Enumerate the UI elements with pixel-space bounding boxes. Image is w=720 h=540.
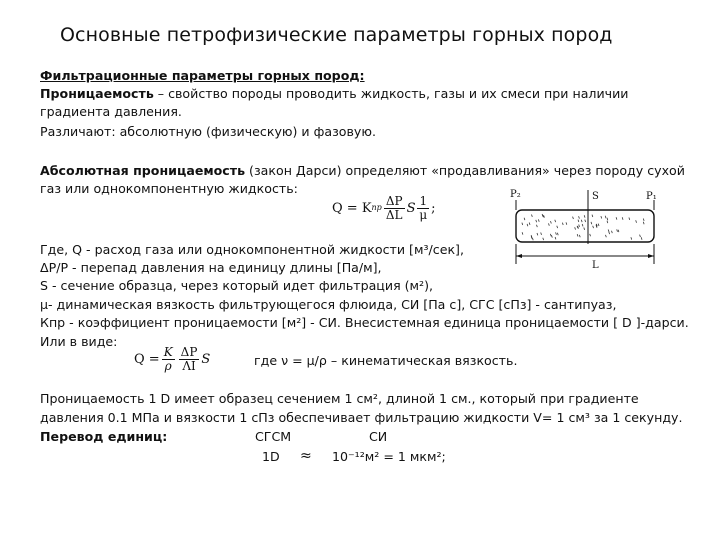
diagram-label-p1: P₁ [646,191,657,202]
definition-dp: ΔP/P - перепад давления на единицу длины [Па/м], [40,260,382,275]
pore-mark [527,224,528,226]
absolute-permeability-line-1 [40,163,685,179]
page-title: Основные петрофизические параметры горных пород [60,24,613,46]
pore-mark [579,235,580,237]
pore-mark [605,216,606,218]
pore-mark [601,216,602,218]
pore-mark [557,226,558,228]
unit-conversion-col2-head: СИ [369,429,388,444]
pore-mark [616,217,617,219]
pore-mark [592,215,593,217]
unit-conversion-col2-value: 10⁻¹²м² = 1 мкм²; [332,449,446,464]
formula1-denominator-1: ΔL [385,207,403,222]
pore-mark [643,219,644,221]
pore-mark [532,215,533,217]
formula2-fraction-kinematic [162,346,175,373]
pore-mark [643,222,644,224]
formula2-lhs: Q = [134,351,160,367]
pore-mark [537,233,538,235]
pore-mark [579,225,580,227]
pore-mark [590,234,591,236]
unit-conversion-col1-head: СГСМ [255,429,292,444]
diagram-label-p2: P₂ [510,189,521,200]
formula1-denominator-2: μ [419,207,428,222]
formula1-tail: ; [431,200,436,216]
pore-mark [606,235,607,237]
pore-mark [591,222,592,224]
pore-mark [607,221,608,223]
definition-or: Или в виде: [40,334,118,349]
pore-mark [641,237,642,239]
formula1-lhs: Q = K [332,200,372,216]
absolute-permeability-text-1: (закон Дарси) определяют «продавливания» через породу сухой [245,163,685,178]
pore-mark [522,223,523,225]
formula2-denominator-1: ρ [164,358,172,373]
darcy-definition-line-2: давления 0.1 МПа и вязкости 1 сПз обеспечивает фильтрацию жидкости V= 1 см³ за 1 секунду. [40,410,683,425]
permeability-definition-line-2: градиента давления. [40,104,182,119]
pore-mark [557,233,558,235]
pore-mark [544,215,545,217]
approx-sign: ≈ [300,448,312,464]
permeability-def-text-1: – свойство породы проводить жидкость, газы и их смеси при наличии [153,86,629,101]
pore-mark [575,227,576,229]
pore-mark [577,234,578,236]
pore-mark [598,224,599,226]
pore-mark [566,222,567,224]
formula2-denominator-2: ΛI [182,358,196,373]
unit-conversion-col1-value: 1D [262,449,280,464]
pore-mark [555,237,556,239]
pore-mark [585,220,586,222]
formula1-area: S [406,200,416,216]
darcy-formula: Q = K пр $\frac{\Delta P}{\Delta L}$ S $\frac{1}{\mu}$ ; [332,193,436,222]
definition-mu: μ- динамическая вязкость фильтрующегося флюида, СИ [Па с], СГС [сПз] - сантипуаз, [40,297,617,312]
absolute-permeability-line-2: газ или однокомпонентную жидкость: [40,181,298,196]
pore-mark [537,225,538,227]
pore-mark [631,237,632,239]
pore-mark [549,223,550,225]
kinematic-formula [134,343,210,375]
pore-mark [541,233,542,235]
pore-mark [524,218,525,220]
pore-mark [618,230,619,232]
pore-mark [552,235,553,237]
diagram-label-l: L [592,260,599,270]
pore-mark [612,231,613,233]
pore-mark [608,230,609,232]
formula2-numerator-1: K [163,344,173,359]
pore-mark [584,228,585,230]
formula1-fraction-pressure [384,195,405,222]
pore-mark [542,214,543,216]
pore-mark [529,223,530,225]
permeability-definition-line-1 [40,86,628,102]
pore-mark [640,235,641,237]
pore-mark [584,215,585,217]
pore-mark [609,232,610,234]
pore-mark [581,220,582,222]
pore-mark [556,232,557,234]
pore-mark [550,234,551,236]
permeability-term: Проницаемость [40,86,154,101]
formula2-area: S [201,351,211,367]
pore-mark [538,219,539,221]
pore-mark [593,226,594,228]
pore-mark [555,220,556,222]
pore-mark [551,221,552,223]
diagram-label-s: S [592,191,599,202]
unit-conversion-label: Перевод единиц: [40,429,168,444]
diagram-arrow-left [516,254,522,258]
permeability-kinds: Различают: абсолютную (физическую) и фазовую. [40,124,376,139]
pore-mark [636,220,637,222]
formula1-numerator-2: 1 [419,193,428,208]
section-heading: Фильтрационные параметры горных пород: [40,68,365,83]
core-sample-pores [522,214,644,240]
pore-mark [536,220,537,222]
definition-q: Где, Q - расход газа или однокомпонентной жидкости [м³/сек], [40,242,464,257]
pore-mark [578,220,579,222]
pore-mark [617,229,618,231]
darcy-definition-line-1: Проницаемость 1 D имеет образец сечением 1 см², длиной 1 см., который при градиенте [40,391,639,406]
formula1-numerator-1: ΔP [385,193,403,208]
pore-mark [522,232,523,234]
kinematic-viscosity-note: где ν = μ/ρ – кинематическая вязкость. [254,353,518,368]
core-sample-diagram [508,184,674,270]
definition-k: Кпр - коэффициент проницаемости [м²] - СИ. Внесистемная единица проницаемости [ D ]-дарси. [40,315,689,330]
formula1-fraction-viscosity [417,195,429,222]
pore-mark [573,217,574,219]
pore-mark [543,238,544,240]
pore-mark [579,216,580,218]
diagram-arrow-right [648,254,654,258]
pore-mark [582,224,583,226]
pore-mark [562,223,563,225]
absolute-permeability-term: Абсолютная проницаемость [40,163,246,178]
formula2-numerator-2: ΔP [180,344,198,359]
formula2-fraction-pressure [179,346,200,373]
pore-mark [532,238,533,240]
pore-mark [622,217,623,219]
definition-s: S - сечение образца, через который идет фильтрация (м²), [40,278,434,293]
pore-mark [607,218,608,220]
pore-mark [629,218,630,220]
